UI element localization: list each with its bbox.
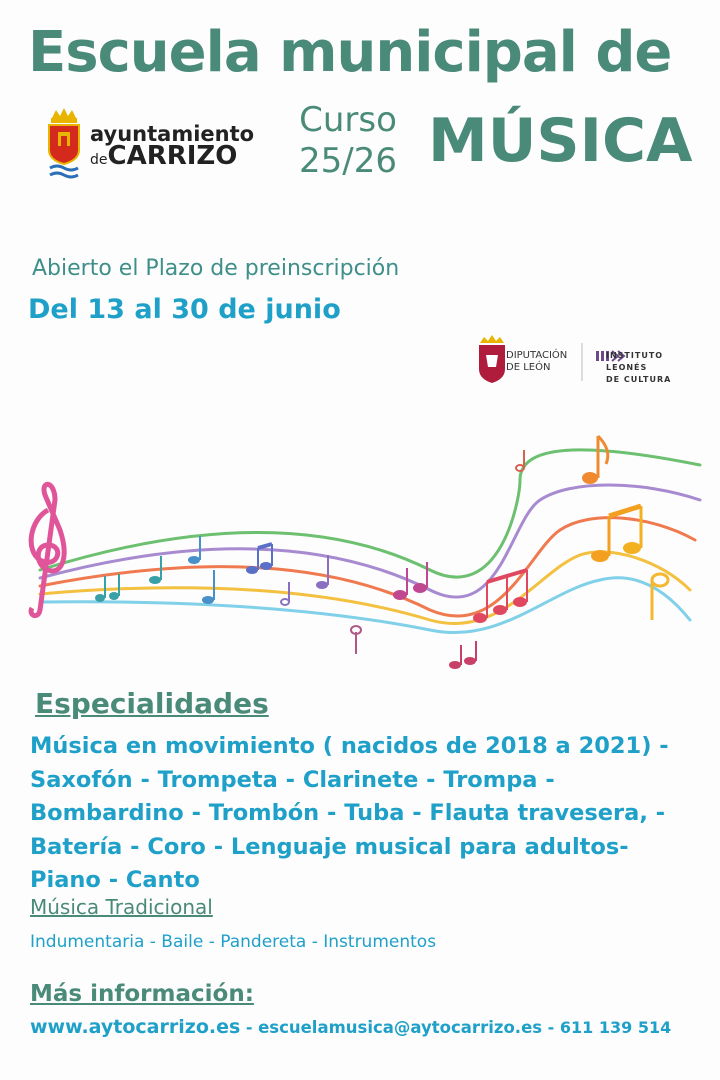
especialidades-line: Piano - Canto [30,867,200,893]
ayuntamiento-name: CARRIZO [107,141,238,171]
especialidades-line: Batería - Coro - Lenguaje musical para adultos- [30,833,629,860]
especialidades-heading: Especialidades [35,687,269,720]
curso-year: 25/26 [299,140,397,181]
especialidades-list [30,730,700,898]
instituto-line3: DE CULTURA [606,375,672,384]
preinscription-label: Abierto el Plazo de preinscripción [32,256,400,281]
ayuntamiento-label: ayuntamiento [90,122,255,146]
especialidades-line: Saxofón - Trompeta - Clarinete - Trompa - [30,766,555,793]
website-link[interactable]: www.aytocarrizo.es [30,1016,241,1038]
tradicional-heading: Música Tradicional [30,895,213,919]
tradicional-items: Indumentaria - Baile - Pandereta - Instrumentos [30,932,437,952]
especialidades-line: Bombardino - Trombón - Tuba - Flauta travesera, - [30,800,666,826]
instituto-logo [606,350,671,386]
page-title: Escuela municipal de [28,20,672,85]
separator: - [542,1018,560,1037]
instituto-line2: LEONÉS [606,363,648,372]
instituto-line1: INSTITUTO [606,351,664,360]
diputacion-line1: DIPUTACIÓN [506,350,568,361]
ayuntamiento-prefix: de [90,152,108,168]
phone-number[interactable]: 611 139 514 [559,1018,672,1037]
info-heading: Más información: [30,981,254,1007]
separator: - [240,1018,259,1037]
email-link[interactable]: escuelamusica@aytocarrizo.es [258,1018,543,1037]
music-staff-illustration [0,420,720,680]
curso-block [288,100,408,182]
contact-line [30,1016,671,1038]
page-title-musica: MÚSICA [428,106,693,176]
preinscription-dates: Del 13 al 30 de junio [28,294,341,325]
especialidades-line: Música en movimiento ( nacidos de 2018 a 2021) - [30,733,669,759]
diputacion-line2: DE LEÓN [506,362,551,373]
ayuntamiento-logo [90,124,254,169]
curso-label: Curso [299,100,397,140]
diputacion-logo [506,350,567,374]
